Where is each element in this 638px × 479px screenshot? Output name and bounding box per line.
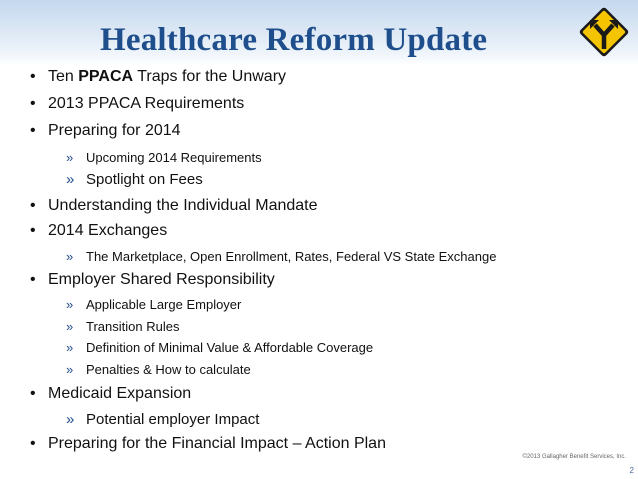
- list-subitem-text: Applicable Large Employer: [86, 297, 242, 312]
- list-subitem-text: Upcoming 2014 Requirements: [86, 150, 262, 165]
- bullet-marker: •: [30, 222, 36, 239]
- sub-bullet-marker: »: [66, 249, 74, 264]
- list-item-text: 2014 Exchanges: [48, 222, 168, 239]
- bullet-marker: •: [30, 95, 36, 112]
- list-subitem-text: Spotlight on Fees: [86, 171, 203, 188]
- sub-bullet-marker: »: [66, 340, 74, 355]
- list-item-text: Employer Shared Responsibility: [48, 271, 275, 288]
- list-item-text: Medicaid Expansion: [48, 385, 192, 402]
- sub-bullet-marker: »: [66, 171, 75, 188]
- list-subitem-text: Potential employer Impact: [86, 411, 260, 428]
- text-prefix: Ten: [48, 68, 79, 85]
- list-item-text: Preparing for the Financial Impact – Action Plan: [48, 435, 386, 452]
- bullet-marker: •: [30, 271, 36, 288]
- sub-bullet-marker: »: [66, 150, 74, 165]
- text-bold: PPACA: [78, 68, 134, 85]
- bullet-marker: •: [30, 122, 36, 139]
- bullet-marker: •: [30, 385, 36, 402]
- sub-bullet-marker: »: [66, 362, 74, 377]
- bullet-marker: •: [30, 435, 36, 452]
- slide-title: Healthcare Reform Update: [100, 22, 488, 58]
- copyright-footer: ©2013 Gallagher Benefit Services, Inc.: [522, 454, 626, 460]
- bullet-marker: •: [30, 68, 36, 85]
- list-subitem-text: Definition of Minimal Value & Affordable Coverage: [86, 340, 374, 355]
- list-subitem-text: Transition Rules: [86, 319, 180, 334]
- list-item-text: Preparing for 2014: [48, 122, 181, 139]
- sub-bullet-marker: »: [66, 319, 74, 334]
- list-item-text: Understanding the Individual Mandate: [48, 197, 318, 214]
- list-item-text: 2013 PPACA Requirements: [48, 95, 245, 112]
- sub-bullet-marker: »: [66, 411, 75, 428]
- list-subitem-text: Penalties & How to calculate: [86, 362, 251, 377]
- list-subitem-text: The Marketplace, Open Enrollment, Rates, Federal VS State Exchange: [86, 249, 497, 264]
- text-suffix: Traps for the Unwary: [133, 68, 287, 85]
- sub-bullet-marker: »: [66, 297, 74, 312]
- bullet-marker: •: [30, 197, 36, 214]
- page-number: 2: [629, 466, 634, 475]
- list-item-text: [48, 68, 286, 86]
